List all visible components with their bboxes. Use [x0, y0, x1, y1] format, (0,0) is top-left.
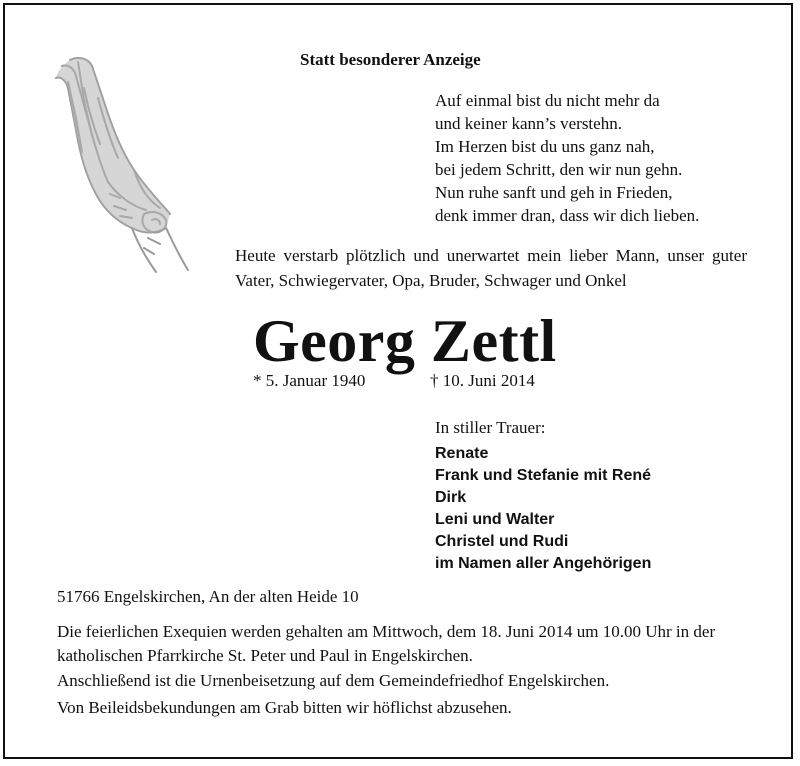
- mourner-name: Frank und Stefanie mit René: [435, 467, 652, 484]
- mourning-label: In stiller Trauer:: [435, 418, 546, 437]
- burial-paragraph: Anschließend ist die Urnenbeisetzung auf dem Gemeindefriedhof Engelskirchen.: [57, 671, 610, 690]
- praying-hands-icon: [48, 48, 198, 278]
- mourner-name: im Namen aller Angehörigen: [435, 555, 652, 572]
- deceased-name: Georg Zettl: [253, 308, 557, 374]
- address: 51766 Engelskirchen, An der alten Heide 10: [57, 587, 359, 606]
- mourner-name: Dirk: [435, 489, 467, 506]
- mourners-list: [435, 443, 651, 575]
- mourner-name: Christel und Rudi: [435, 533, 569, 550]
- birth-date: * 5. Januar 1940: [253, 371, 366, 390]
- death-date: † 10. Juni 2014: [430, 371, 535, 390]
- notice-header: Statt besonderer Anzeige: [300, 50, 481, 69]
- poem-line: denk immer dran, dass wir dich lieben.: [435, 206, 700, 225]
- poem-line: Auf einmal bist du nicht mehr da: [435, 91, 660, 110]
- mourner-name: Leni und Walter: [435, 511, 555, 528]
- poem-line: bei jedem Schritt, den wir nun gehn.: [435, 160, 683, 179]
- poem-line: Im Herzen bist du uns ganz nah,: [435, 137, 655, 156]
- poem-line: Nun ruhe sanft und geh in Frieden,: [435, 183, 673, 202]
- poem: [435, 89, 699, 227]
- poem-line: und keiner kann’s verstehn.: [435, 114, 622, 133]
- funeral-service-paragraph: Die feierlichen Exequien werden gehalten am Mittwoch, dem 18. Juni 2014 um 10.00 Uhr in der katholischen Pfarrkirche St. Peter und Paul in Engelskirchen.: [57, 622, 716, 665]
- mourner-name: Renate: [435, 445, 489, 462]
- announcement: Heute verstarb plötzlich und unerwartet mein lieber Mann, unser guter Vater, Schwiegervater, Opa, Bruder, Schwager und Onkel: [235, 246, 747, 290]
- condolence-paragraph: Von Beileidsbekundungen am Grab bitten wir höflichst abzusehen.: [57, 698, 512, 717]
